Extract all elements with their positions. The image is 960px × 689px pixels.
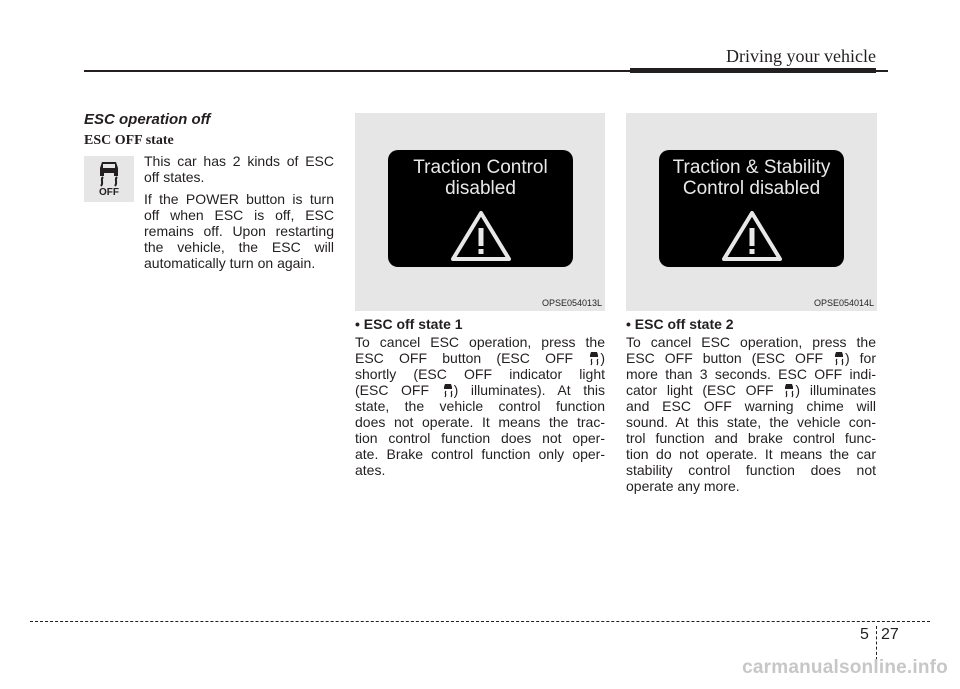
text-line: tion control function does not oper- <box>355 430 605 446</box>
screen-message-2 <box>659 157 844 199</box>
section-number: 5 <box>860 626 869 643</box>
esc-off-icon <box>588 351 600 366</box>
header-rule-accent <box>630 68 876 73</box>
text-line: ate. Brake control function only oper- <box>355 446 605 462</box>
watermark: carmanualsonline.info <box>742 657 948 678</box>
text-line: does not operate. It means the trac- <box>355 414 605 430</box>
text-line: shortly (ESC OFF indicator light <box>355 366 605 382</box>
warning-triangle-icon <box>450 210 512 262</box>
esc-off-icon <box>442 383 454 398</box>
text-line: To cancel ESC operation, press the <box>626 334 876 350</box>
image-code-2: OPSE054014L <box>813 298 874 308</box>
text-line: operate any more. <box>626 478 740 494</box>
state-2-heading: • ESC off state 2 <box>626 316 734 332</box>
header-title: Driving your vehicle <box>726 46 876 66</box>
text-line: ESC OFF button (ESC OFF ) <box>355 350 606 366</box>
screen-line-1: Traction Control <box>413 157 548 178</box>
screen-message-1 <box>388 157 573 199</box>
text-line: To cancel ESC operation, press the <box>355 334 605 350</box>
sub-title: ESC OFF state <box>84 133 174 148</box>
state-1-heading: • ESC off state 1 <box>355 316 463 332</box>
esc-off-icon <box>783 383 795 398</box>
text-line: ates. <box>355 462 386 478</box>
screen-line-2: disabled <box>445 178 516 199</box>
state-2-column <box>626 316 876 494</box>
text-line: sound. At this state, the vehicle con- <box>626 414 876 430</box>
image-code-1: OPSE054013L <box>541 298 602 308</box>
text-line: and ESC OFF warning chime will <box>626 398 876 414</box>
footer-rule <box>30 621 930 622</box>
page-number-divider <box>876 626 877 660</box>
display-panel-2 <box>626 113 877 311</box>
cluster-screen-1 <box>388 150 573 267</box>
skidding-car-icon <box>96 159 122 187</box>
off-label: OFF <box>99 187 119 198</box>
intro-text <box>144 153 334 277</box>
esc-off-indicator <box>84 156 134 202</box>
text-line: more than 3 seconds. ESC OFF indi- <box>626 366 876 382</box>
esc-off-icon <box>833 351 845 366</box>
intro-paragraph-1: This car has 2 kinds of ESC off states. <box>144 153 334 185</box>
text-line: tion do not operate. It means the car <box>626 446 876 462</box>
text-line: state, the vehicle control function <box>355 398 605 414</box>
screen-line-1: Traction & Stability <box>672 157 831 178</box>
text-line: ESC OFF button (ESC OFF ) for <box>626 350 877 366</box>
display-panel-1 <box>355 113 605 311</box>
text-line: stability control function does not <box>626 462 876 478</box>
text-line: (ESC OFF ) illuminates). At this <box>355 382 605 398</box>
section-title: ESC operation off <box>84 111 211 128</box>
state-1-column <box>355 316 605 478</box>
screen-line-2: Control disabled <box>682 178 821 199</box>
text-line: cator light (ESC OFF ) illuminates <box>626 382 876 398</box>
warning-triangle-icon <box>721 210 783 262</box>
text-line: trol function and brake control func- <box>626 430 876 446</box>
intro-paragraph-2: If the POWER button is turn off when ESC is off, ESC remains off. Upon restarting the vehicle, the ESC will automatically turn on again. <box>144 191 334 271</box>
cluster-screen-2 <box>659 150 844 267</box>
page-number: 27 <box>881 626 899 643</box>
